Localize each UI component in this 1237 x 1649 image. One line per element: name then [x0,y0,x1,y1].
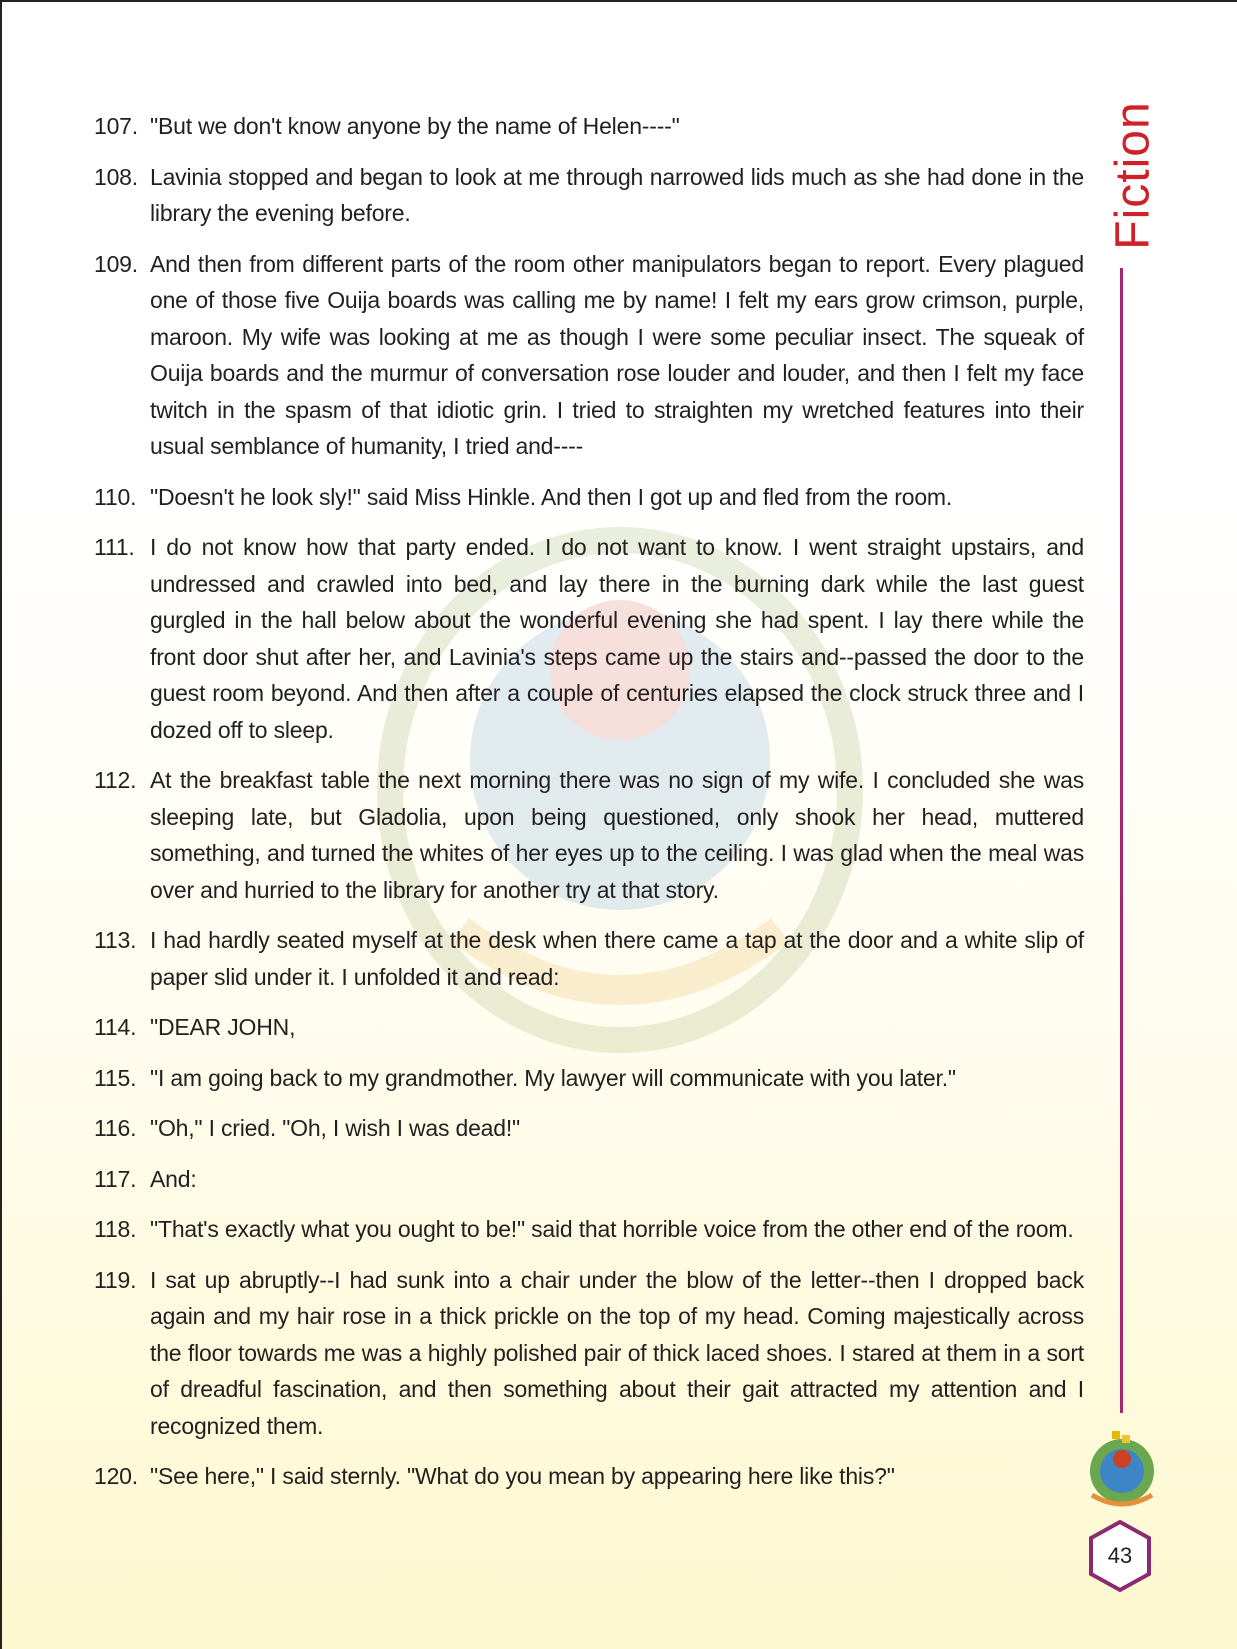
paragraph-112 [94,762,1084,908]
cbse-logo-icon [1082,1425,1162,1515]
paragraph-119 [94,1262,1084,1445]
paragraph-text: And then from different parts of the room other manipulators began to report. Every plagued one of those five Ouija boards was calling me by name! I felt my ears grow crimson, purple, maroon. My wife was looking at me as though I were some peculiar insect. The squeak of Ouija boards and the murmur of conversation rose louder and louder, and then I felt my face twitch in the spasm of that idiotic grin. I tried to straighten my wretched features into their usual semblance of humanity, I tried and---- [150,250,1084,459]
paragraph-107 [94,108,1084,145]
paragraph-text: "But we don't know anyone by the name of Helen----" [150,113,680,139]
paragraph-114 [94,1009,1084,1046]
paragraph-number: 115. [94,1064,137,1091]
paragraph-number: 114. [94,1014,137,1040]
paragraph-120 [94,1458,1084,1495]
paragraph-118 [94,1211,1084,1248]
paragraph-text: And: [150,1165,197,1192]
paragraph-number: 118. [94,1216,137,1242]
paragraph-text: I sat up abruptly--I had sunk into a chair under the blow of the letter--then I dropped back again and my hair rose in a thick prickle on the top of my head. Coming majestically across the floor towards me was a highly polished pair of thick laced shoes. I stared at them in a sort of dreadful fascination, and then something about their gait attracted my attention and I recognized them. [150,1266,1084,1439]
paragraph-number: 112. [94,767,137,793]
paragraph-number: 108. [94,163,138,190]
paragraph-number: 117. [94,1165,137,1192]
paragraph-113 [94,922,1084,995]
paragraph-117 [94,1161,1084,1198]
paragraph-text: "I am going back to my grandmother. My lawyer will communicate with you later." [150,1064,956,1091]
paragraph-108 [94,159,1084,232]
paragraph-list [94,108,1084,1509]
section-title [1108,100,1158,250]
paragraph-text: Lavinia stopped and began to look at me through narrowed lids much as she had done in the library the evening before. [150,163,1084,226]
paragraph-text: "Oh," I cried. "Oh, I wish I was dead!" [150,1115,521,1141]
paragraph-110 [94,479,1084,516]
paragraph-text: I do not know how that party ended. I do not want to know. I went straight upstairs, and undressed and crawled into bed, and lay there in the burning dark while the last guest gurgled in the hall below about the wonderful evening she had spent. I lay there while the front door shut after her, and Lavinia's steps came up the stairs and--passed the door to the guest room beyond. And then after a couple of centuries elapsed the clock struck three and I dozed off to sleep. [150,534,1084,743]
paragraph-number: 119. [94,1266,137,1293]
paragraph-115 [94,1060,1084,1097]
paragraph-116 [94,1110,1084,1147]
paragraph-number: 110. [94,483,137,510]
paragraph-number: 120. [94,1463,138,1489]
paragraph-text: "DEAR JOHN, [150,1014,296,1040]
side-divider-line [1120,268,1123,1413]
paragraph-number: 109. [94,250,138,277]
paragraph-number: 111. [94,534,135,560]
paragraph-number: 116. [94,1115,137,1141]
paragraph-number: 107. [94,113,138,139]
paragraph-text: I had hardly seated myself at the desk when there came a tap at the door and a white slip of paper slid under it. I unfolded it and read: [150,927,1084,990]
paragraph-109 [94,246,1084,465]
paragraph-text: "That's exactly what you ought to be!" said that horrible voice from the other end of the room. [150,1216,1074,1242]
paragraph-text: "Doesn't he look sly!" said Miss Hinkle. And then I got up and fled from the room. [150,483,953,510]
section-title-text: Fiction [1106,100,1160,250]
paragraph-111 [94,529,1084,748]
page-number: 43 [1107,1543,1133,1568]
paragraph-text: At the breakfast table the next morning there was no sign of my wife. I concluded she was sleeping late, but Gladolia, upon being questioned, only shook her head, muttered something, and turned the whites of her eyes up to the ceiling. I was glad when the meal was over and hurried to the library for another try at that story. [150,767,1084,903]
paragraph-number: 113. [94,927,137,953]
paragraph-text: "See here," I said sternly. "What do you mean by appearing here like this?" [150,1463,895,1489]
